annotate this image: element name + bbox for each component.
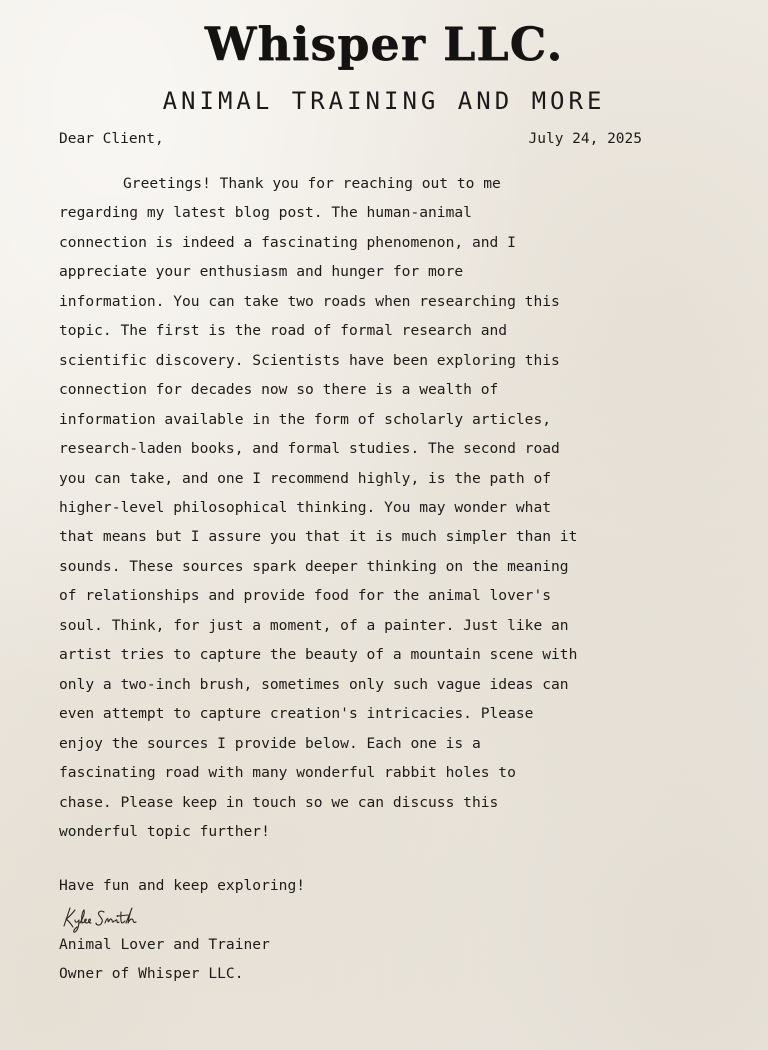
body-line: connection is indeed a fascinating phenomenon, and I xyxy=(59,233,516,251)
body-line: connection for decades now so there is a wealth of xyxy=(59,381,499,399)
body-line: appreciate your enthusiasm and hunger for more xyxy=(59,263,464,281)
letter-date: July 24, 2025 xyxy=(528,131,642,147)
body-line: soul. Think, for just a moment, of a painter. Just like an xyxy=(59,616,569,634)
body-line: fascinating road with many wonderful rabbit holes to xyxy=(59,764,516,782)
signer-title: Animal Lover and Trainer xyxy=(59,936,270,953)
body-line: topic. The first is the road of formal research and xyxy=(59,322,508,340)
company-name: Whisper LLC. xyxy=(204,17,564,71)
body-line: artist tries to capture the beauty of a mountain scene with xyxy=(59,646,578,664)
body-line: chase. Please keep in touch so we can discuss this xyxy=(59,793,499,811)
letter-body xyxy=(59,169,649,846)
body-line: sounds. These sources spark deeper thinking on the meaning xyxy=(59,557,569,575)
body-line: regarding my latest blog post. The human-animal xyxy=(59,204,472,222)
closing-line: Have fun and keep exploring! xyxy=(59,877,306,894)
body-line: scientific discovery. Scientists have been exploring this xyxy=(59,351,560,369)
body-line: higher-level philosophical thinking. You may wonder what xyxy=(59,498,552,516)
body-line: Greetings! Thank you for reaching out to me xyxy=(123,175,501,192)
body-line: of relationships and provide food for the animal lover's xyxy=(59,587,552,605)
body-line: information. You can take two roads when researching this xyxy=(59,292,560,310)
body-line: even attempt to capture creation's intricacies. Please xyxy=(59,705,534,723)
salutation: Dear Client, xyxy=(59,131,164,147)
company-tagline: ANIMAL TRAINING AND MORE xyxy=(162,87,606,115)
handwritten-signature xyxy=(60,904,170,934)
body-line: that means but I assure you that it is much simpler than it xyxy=(59,528,578,546)
body-line: only a two-inch brush, sometimes only such vague ideas can xyxy=(59,675,569,693)
body-line: information available in the form of scholarly articles, xyxy=(59,410,552,428)
body-line: wonderful topic further! xyxy=(59,822,270,840)
signer-company: Owner of Whisper LLC. xyxy=(59,965,244,982)
body-line: you can take, and one I recommend highly, is the path of xyxy=(59,469,552,487)
body-line: enjoy the sources I provide below. Each one is a xyxy=(59,734,481,752)
body-line: research-laden books, and formal studies. The second road xyxy=(59,440,560,458)
